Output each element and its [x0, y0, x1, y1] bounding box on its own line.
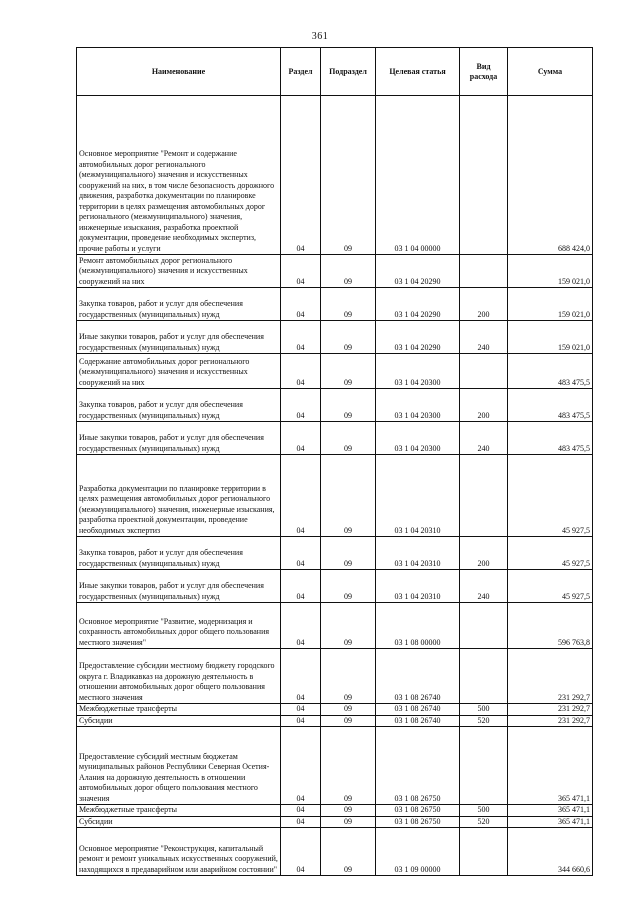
row-razdel-cell: 04	[281, 389, 321, 422]
row-target-article-cell: 03 1 08 26750	[376, 727, 460, 805]
row-expense-type-cell: 200	[460, 537, 508, 570]
row-target-article-cell: 03 1 08 26740	[376, 715, 460, 727]
row-target-article-cell: 03 1 04 20290	[376, 255, 460, 288]
row-target-article-cell: 03 1 08 26740	[376, 649, 460, 704]
table-row	[77, 715, 593, 727]
row-name-cell: Закупка товаров, работ и услуг для обеспечения государственных (муниципальных) нужд	[77, 537, 281, 570]
row-podrazdel-cell: 09	[321, 455, 376, 537]
row-target-article-cell: 03 1 04 20310	[376, 455, 460, 537]
row-sum-cell: 344 660,6	[508, 828, 593, 876]
row-target-article-cell: 03 1 04 20290	[376, 321, 460, 354]
table-row	[77, 389, 593, 422]
row-sum-cell: 365 471,1	[508, 805, 593, 817]
row-name-cell: Основное мероприятие "Ремонт и содержание автомобильных дорог регионального (межмуниципального) значения и искусственных сооружений на них, в том числе безопасность дорожного движения, разработка документации по планировке территории в целях размещения автомобильных дорог регионального (межмуниципального) значения, инженерные изыскания, разработка проектной документации, проведение необходимых экспертиз, прочие работы и услуги	[77, 96, 281, 255]
row-sum-cell: 596 763,8	[508, 603, 593, 649]
row-expense-type-cell	[460, 727, 508, 805]
row-name-cell: Субсидии	[77, 816, 281, 828]
row-podrazdel-cell: 09	[321, 389, 376, 422]
row-name-cell: Иные закупки товаров, работ и услуг для обеспечения государственных (муниципальных) нужд	[77, 422, 281, 455]
row-sum-cell: 45 927,5	[508, 455, 593, 537]
row-name-cell: Предоставление субсидии местному бюджету городского округа г. Владикавказ на дорожную деятельность в отношении автомобильных дорог общего пользования местного значения	[77, 649, 281, 704]
row-razdel-cell: 04	[281, 455, 321, 537]
row-name-cell: Закупка товаров, работ и услуг для обеспечения государственных (муниципальных) нужд	[77, 389, 281, 422]
row-sum-cell: 365 471,1	[508, 727, 593, 805]
row-sum-cell: 231 292,7	[508, 715, 593, 727]
budget-table	[76, 47, 593, 876]
table-row	[77, 422, 593, 455]
page-number: 361	[311, 31, 329, 42]
row-target-article-cell: 03 1 08 26740	[376, 704, 460, 716]
row-podrazdel-cell: 09	[321, 704, 376, 716]
row-sum-cell: 159 021,0	[508, 255, 593, 288]
row-razdel-cell: 04	[281, 422, 321, 455]
row-expense-type-cell	[460, 354, 508, 389]
row-sum-cell: 483 475,5	[508, 422, 593, 455]
table-row	[77, 727, 593, 805]
row-name-cell: Межбюджетные трансферты	[77, 704, 281, 716]
row-razdel-cell: 04	[281, 715, 321, 727]
row-target-article-cell: 03 1 04 20300	[376, 389, 460, 422]
row-name-cell: Межбюджетные трансферты	[77, 805, 281, 817]
row-expense-type-cell	[460, 828, 508, 876]
row-razdel-cell: 04	[281, 649, 321, 704]
row-podrazdel-cell: 09	[321, 828, 376, 876]
row-target-article-cell: 03 1 08 00000	[376, 603, 460, 649]
row-podrazdel-cell: 09	[321, 816, 376, 828]
row-target-article-cell: 03 1 04 20300	[376, 354, 460, 389]
table-row	[77, 354, 593, 389]
row-expense-type-cell	[460, 255, 508, 288]
row-razdel-cell: 04	[281, 288, 321, 321]
row-razdel-cell: 04	[281, 537, 321, 570]
row-target-article-cell: 03 1 04 20290	[376, 288, 460, 321]
table-row	[77, 537, 593, 570]
row-name-cell: Основное мероприятие "Развитие, модернизация и сохранность автомобильных дорог общего пользования местного значения"	[77, 603, 281, 649]
table-row	[77, 288, 593, 321]
row-razdel-cell: 04	[281, 727, 321, 805]
table-row	[77, 805, 593, 817]
row-expense-type-cell: 500	[460, 805, 508, 817]
row-sum-cell: 231 292,7	[508, 704, 593, 716]
row-name-cell: Предоставление субсидий местным бюджетам муниципальных районов Республики Северная Осетия-Алания на дорожную деятельность в отношении автомобильных дорог общего пользования местного значения	[77, 727, 281, 805]
table-row	[77, 828, 593, 876]
row-expense-type-cell	[460, 603, 508, 649]
row-name-cell: Основное мероприятие "Реконструкция, капитальный ремонт и ремонт уникальных искусственных сооружений, находящихся в предаварийном или аварийном состоянии"	[77, 828, 281, 876]
row-expense-type-cell: 520	[460, 816, 508, 828]
header-podrazdel: Подраздел	[321, 48, 376, 96]
row-expense-type-cell	[460, 649, 508, 704]
row-razdel-cell: 04	[281, 704, 321, 716]
row-podrazdel-cell: 09	[321, 321, 376, 354]
row-razdel-cell: 04	[281, 96, 321, 255]
row-podrazdel-cell: 09	[321, 805, 376, 817]
row-expense-type-cell	[460, 455, 508, 537]
row-sum-cell: 45 927,5	[508, 570, 593, 603]
table-row	[77, 255, 593, 288]
row-name-cell: Ремонт автомобильных дорог регионального (межмуниципального) значения и искусственных сооружений на них	[77, 255, 281, 288]
row-podrazdel-cell: 09	[321, 715, 376, 727]
row-razdel-cell: 04	[281, 828, 321, 876]
table-row	[77, 704, 593, 716]
row-name-cell: Содержание автомобильных дорог регионального (межмуниципального) значения и искусственных сооружений на них	[77, 354, 281, 389]
row-target-article-cell: 03 1 08 26750	[376, 816, 460, 828]
table-row	[77, 455, 593, 537]
table-header-row	[77, 48, 593, 96]
header-name: Наименование	[77, 48, 281, 96]
row-expense-type-cell: 200	[460, 288, 508, 321]
header-razdel: Раздел	[281, 48, 321, 96]
row-sum-cell: 365 471,1	[508, 816, 593, 828]
row-sum-cell: 159 021,0	[508, 321, 593, 354]
row-sum-cell: 483 475,5	[508, 389, 593, 422]
row-target-article-cell: 03 1 09 00000	[376, 828, 460, 876]
table-row	[77, 96, 593, 255]
row-expense-type-cell: 240	[460, 422, 508, 455]
row-expense-type-cell: 520	[460, 715, 508, 727]
row-expense-type-cell: 240	[460, 570, 508, 603]
row-podrazdel-cell: 09	[321, 603, 376, 649]
row-target-article-cell: 03 1 08 26750	[376, 805, 460, 817]
table-row	[77, 603, 593, 649]
row-sum-cell: 45 927,5	[508, 537, 593, 570]
header-expense-type: Вид расхода	[460, 48, 508, 96]
row-razdel-cell: 04	[281, 603, 321, 649]
table-row	[77, 649, 593, 704]
row-sum-cell: 688 424,0	[508, 96, 593, 255]
row-name-cell: Иные закупки товаров, работ и услуг для обеспечения государственных (муниципальных) нужд	[77, 570, 281, 603]
row-razdel-cell: 04	[281, 354, 321, 389]
row-name-cell: Закупка товаров, работ и услуг для обеспечения государственных (муниципальных) нужд	[77, 288, 281, 321]
row-podrazdel-cell: 09	[321, 570, 376, 603]
row-podrazdel-cell: 09	[321, 537, 376, 570]
row-expense-type-cell: 500	[460, 704, 508, 716]
row-target-article-cell: 03 1 04 20310	[376, 570, 460, 603]
row-razdel-cell: 04	[281, 321, 321, 354]
row-sum-cell: 483 475,5	[508, 354, 593, 389]
row-sum-cell: 231 292,7	[508, 649, 593, 704]
row-target-article-cell: 03 1 04 00000	[376, 96, 460, 255]
row-podrazdel-cell: 09	[321, 422, 376, 455]
row-razdel-cell: 04	[281, 816, 321, 828]
row-sum-cell: 159 021,0	[508, 288, 593, 321]
row-name-cell: Иные закупки товаров, работ и услуг для обеспечения государственных (муниципальных) нужд	[77, 321, 281, 354]
table-row	[77, 321, 593, 354]
row-podrazdel-cell: 09	[321, 354, 376, 389]
row-expense-type-cell	[460, 96, 508, 255]
row-podrazdel-cell: 09	[321, 727, 376, 805]
row-razdel-cell: 04	[281, 570, 321, 603]
table-row	[77, 816, 593, 828]
row-podrazdel-cell: 09	[321, 255, 376, 288]
row-razdel-cell: 04	[281, 255, 321, 288]
row-podrazdel-cell: 09	[321, 288, 376, 321]
row-expense-type-cell: 200	[460, 389, 508, 422]
header-target-article: Целевая статья	[376, 48, 460, 96]
row-name-cell: Субсидии	[77, 715, 281, 727]
row-target-article-cell: 03 1 04 20310	[376, 537, 460, 570]
row-podrazdel-cell: 09	[321, 96, 376, 255]
table-row	[77, 570, 593, 603]
header-sum: Сумма	[508, 48, 593, 96]
row-target-article-cell: 03 1 04 20300	[376, 422, 460, 455]
row-podrazdel-cell: 09	[321, 649, 376, 704]
row-expense-type-cell: 240	[460, 321, 508, 354]
row-name-cell: Разработка документации по планировке территории в целях размещения автомобильных дорог регионального (межмуниципального) значения, инженерные изыскания, разработка проектной документации, проведение необходимых экспертиз	[77, 455, 281, 537]
row-razdel-cell: 04	[281, 805, 321, 817]
